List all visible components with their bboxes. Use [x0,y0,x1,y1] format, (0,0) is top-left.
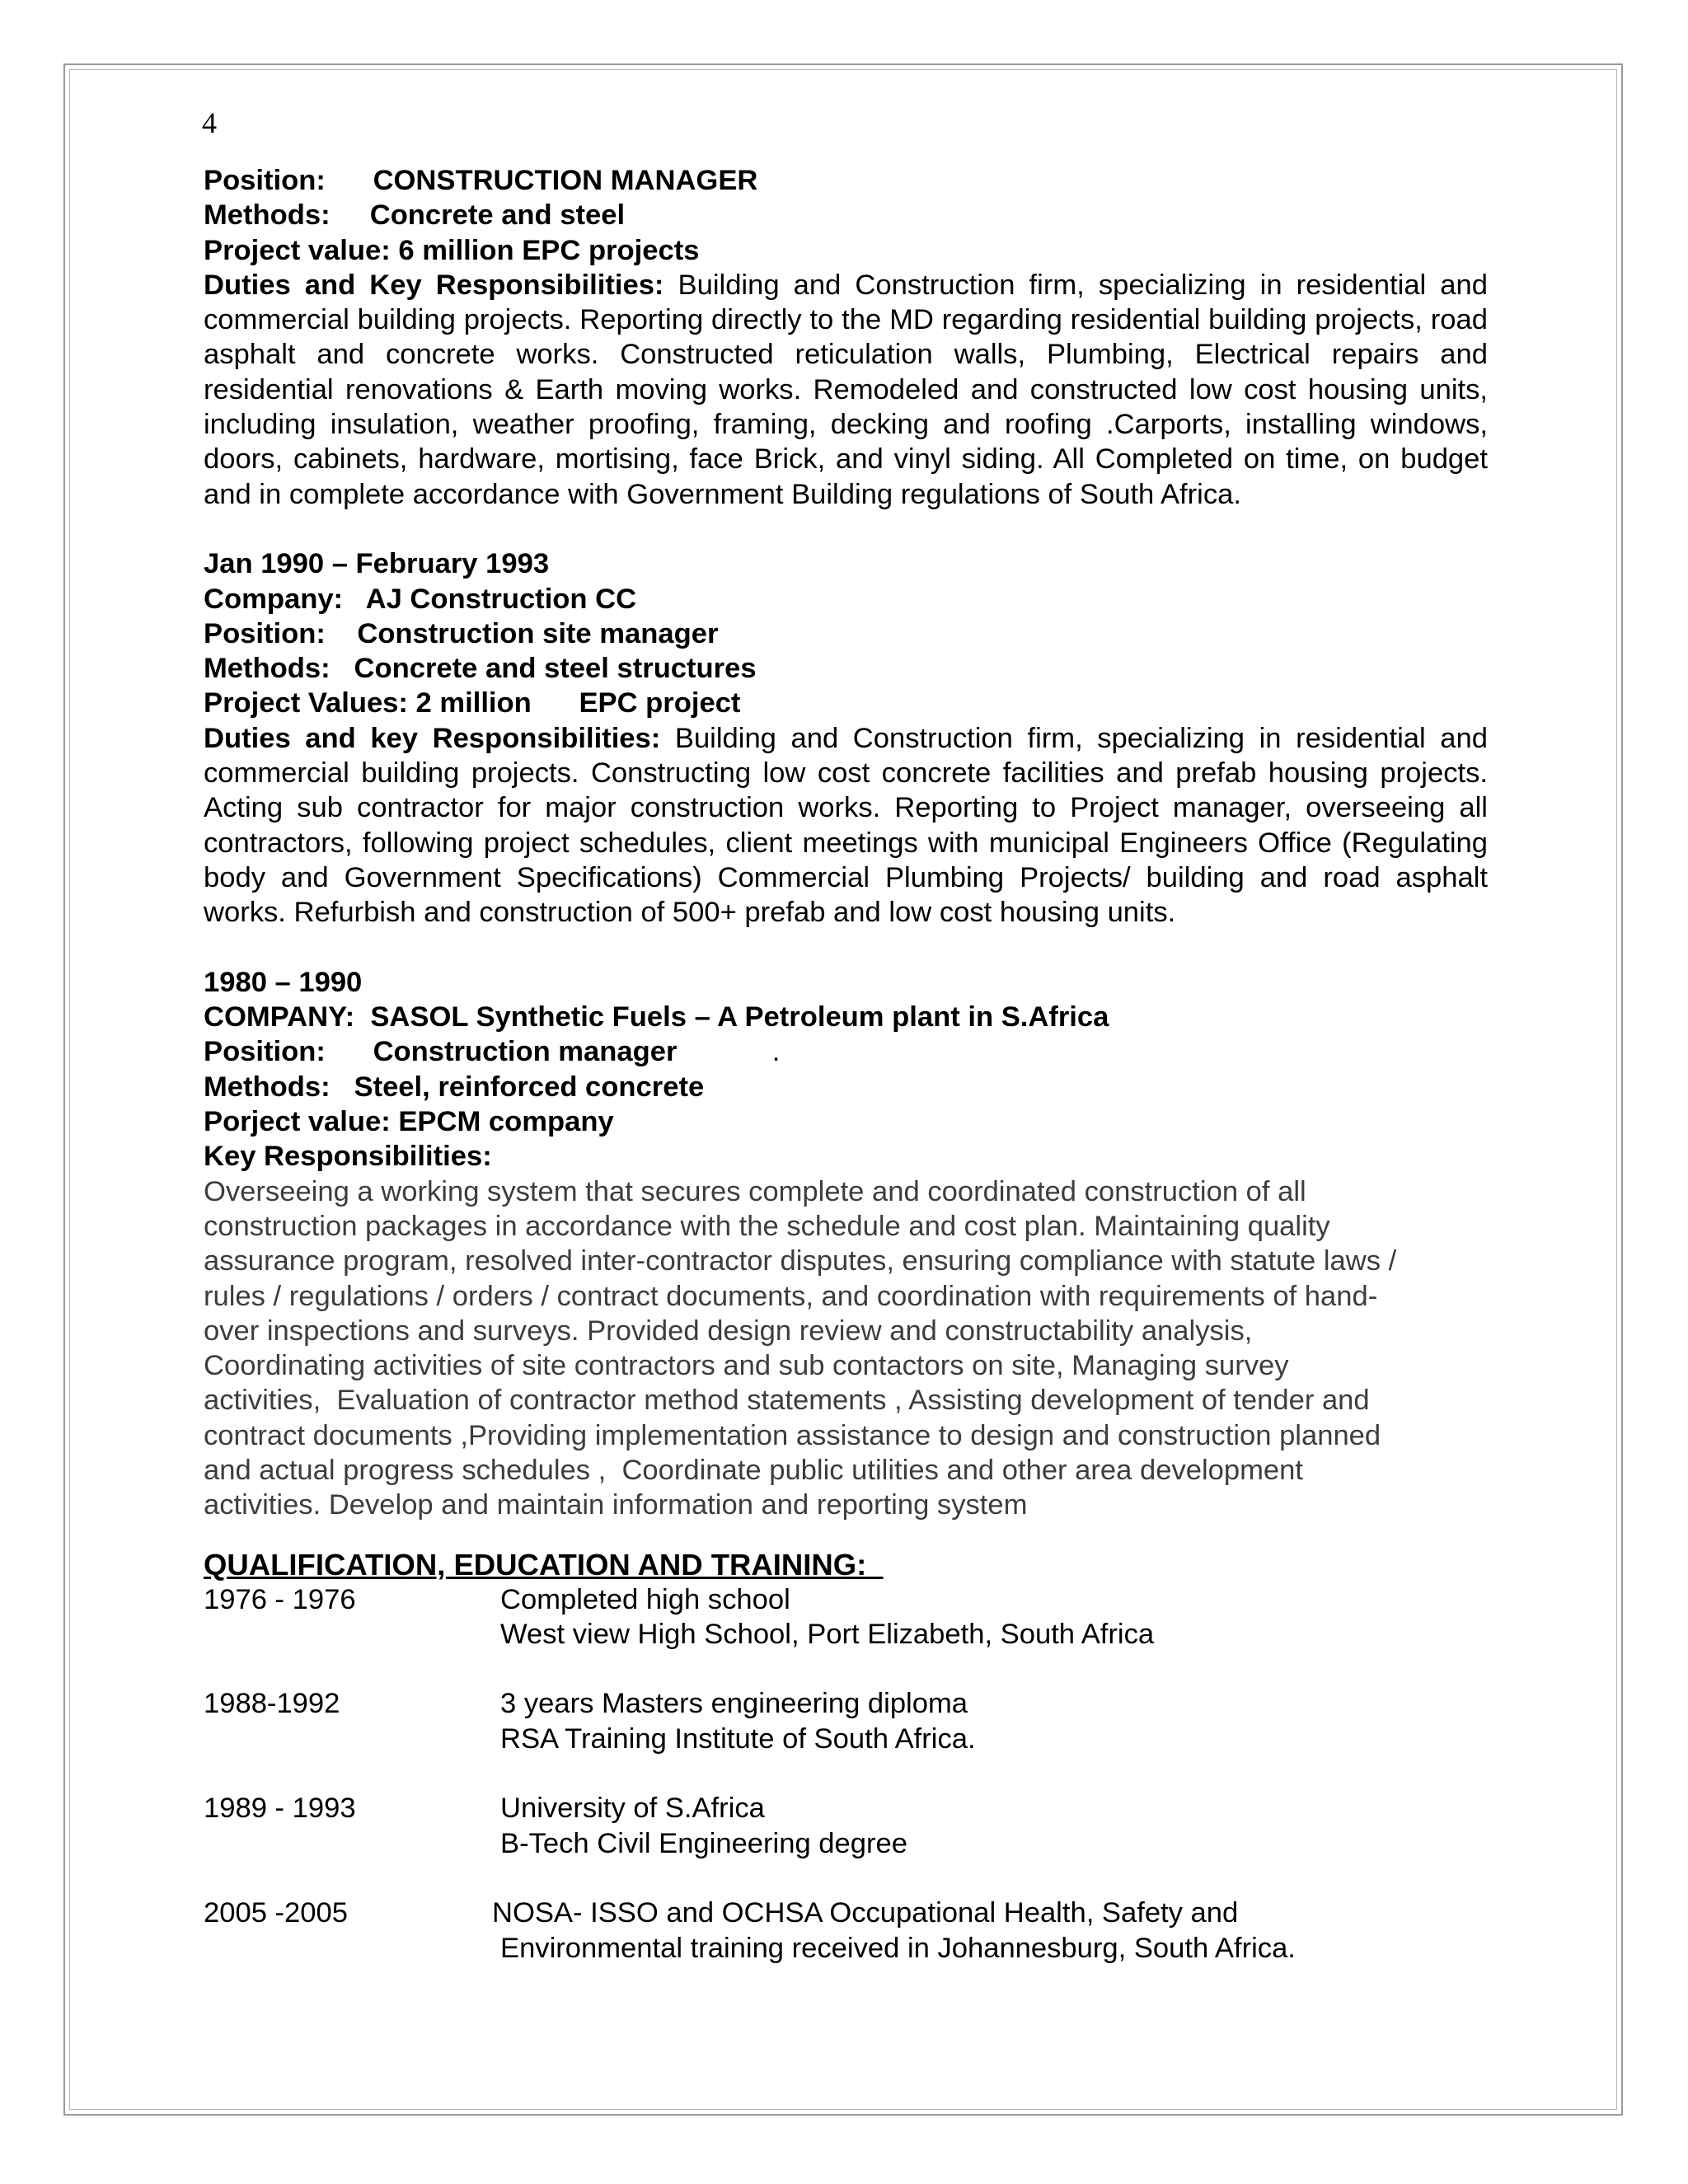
page-number: 4 [202,106,217,139]
education-line2: B-Tech Civil Engineering degree [500,1827,907,1859]
education-line1: Completed high school [500,1583,790,1615]
job1-position-line [204,163,1488,198]
education-line2: West view High School, Port Elizabeth, South Africa [500,1618,1155,1650]
education-years: 2005 -2005 [204,1897,348,1929]
company-value: SASOL Synthetic Fuels – A Petroleum plant in S.Africa [370,1001,1109,1033]
job2-duties-paragraph [204,721,1488,930]
position-label: Position: [204,1036,326,1068]
company-label: COMPANY: [204,1001,355,1033]
project-value: Project Values: 2 million [204,687,532,719]
responsibility-line: rules / regulations / orders / contract documents, and coordination with requirements of hand- [204,1280,1378,1312]
duties-label: Duties and Key Responsibilities: [204,269,664,301]
duties-label: Duties and key Responsibilities: [204,722,661,754]
education-line1: University of S.Africa [500,1793,765,1825]
methods-value: Steel, reinforced concrete [354,1071,705,1103]
job3-methods-line [204,1070,1488,1104]
job3-position-line [204,1034,1488,1069]
position-label: Position: [204,617,326,649]
duties-text: Building and Construction firm, specializing in residential and commercial building projects. Constructing low cost concrete facilities and prefab housing projects. Acting sub contractor for major construction works. Reporting to Project manager, overseeing all contractors, following project schedules, client meetings with municipal Engineers Office (Regulating body and Government Specifications) Commercial Plumbing Projects/ building and road asphalt works. Refurbish and construction of 500+ prefab and low cost housing units. [204,722,1488,929]
education-entry [204,1686,1488,1756]
methods-label: Methods: [204,199,331,232]
job1-project-value: Project value: 6 million EPC projects [204,234,700,266]
position-value: Construction site manager [357,617,719,649]
job2-project-line [204,686,1488,720]
job2-position-line [204,616,1488,651]
education-line1: NOSA- ISSO and OCHSA Occupational Health, Safety and [492,1897,1239,1929]
education-years: 1989 - 1993 [204,1793,356,1825]
methods-value: Concrete and steel [369,199,626,232]
responsibility-line: contract documents ,Providing implementation assistance to design and construction planned [204,1419,1381,1451]
responsibility-line: activities. Develop and maintain information and reporting system [204,1489,1028,1521]
methods-label: Methods: [204,1071,331,1103]
position-dot: . [771,1036,781,1068]
education-years: 1988-1992 [204,1688,340,1720]
responsibility-line: Coordinating activities of site contractors and sub contactors on site, Managing survey [204,1350,1289,1382]
job3-responsibilities [204,1174,1488,1523]
responsibility-line: assurance program, resolved inter-contractor disputes, ensuring compliance with statute laws / [204,1245,1397,1277]
education-heading: QUALIFICATION, EDUCATION AND TRAINING: [204,1547,884,1582]
methods-label: Methods: [204,653,331,685]
job3-dates: 1980 – 1990 [204,966,363,998]
job3-key-responsibilities-label: Key Responsibilities: [204,1141,492,1173]
job1-methods-line [204,198,1488,232]
responsibility-line: and actual progress schedules , Coordinate public utilities and other area development [204,1454,1303,1486]
responsibility-line: Overseeing a working system that secures complete and coordinated construction of all [204,1175,1306,1207]
education-line2: Environmental training received in Johannesburg, South Africa. [500,1932,1296,1964]
resume-content [204,163,1488,1966]
education-entry [204,1582,1488,1652]
project-type: EPC project [579,687,741,719]
company-label: Company: [204,583,344,615]
company-value: AJ Construction CC [365,583,637,615]
position-value: CONSTRUCTION MANAGER [373,165,758,196]
duties-text: Building and Construction firm, specializing in residential and commercial building projects. Reporting directly to the MD regarding residential building projects, road asphalt and concrete works. Constructed reticulation walls, Plumbing, Electrical repairs and residential renovations & Earth moving works. Remodeled and constructed low cost housing units, including insulation, weather proofing, framing, decking and roofing .Carports, installing windows, doors, cabinets, hardware, mortising, face Brick, and vinyl siding. All Completed on time, on budget and in complete accordance with Government Building regulations of South Africa. [204,269,1488,510]
education-line1: 3 years Masters engineering diploma [500,1688,968,1720]
position-value: Construction manager [373,1036,678,1068]
job3-company-line [204,1000,1488,1034]
responsibility-line: over inspections and surveys. Provided design review and constructability analysis, [204,1315,1253,1347]
responsibility-line: construction packages in accordance with the schedule and cost plan. Maintaining quality [204,1210,1330,1242]
position-label: Position: [204,165,326,196]
education-line2: RSA Training Institute of South Africa. [500,1722,976,1755]
education-entry [204,1791,1488,1861]
job1-duties-paragraph [204,268,1488,512]
education-years: 1976 - 1976 [204,1583,356,1615]
methods-value: Concrete and steel structures [354,653,757,685]
responsibility-line: activities, Evaluation of contractor method statements , Assisting development of tender and [204,1385,1370,1417]
job2-company-line [204,582,1488,616]
job2-methods-line [204,651,1488,686]
education-entry [204,1896,1488,1966]
job3-project-value: Porject value: EPCM company [204,1106,614,1138]
job2-dates: Jan 1990 – February 1993 [204,548,550,580]
